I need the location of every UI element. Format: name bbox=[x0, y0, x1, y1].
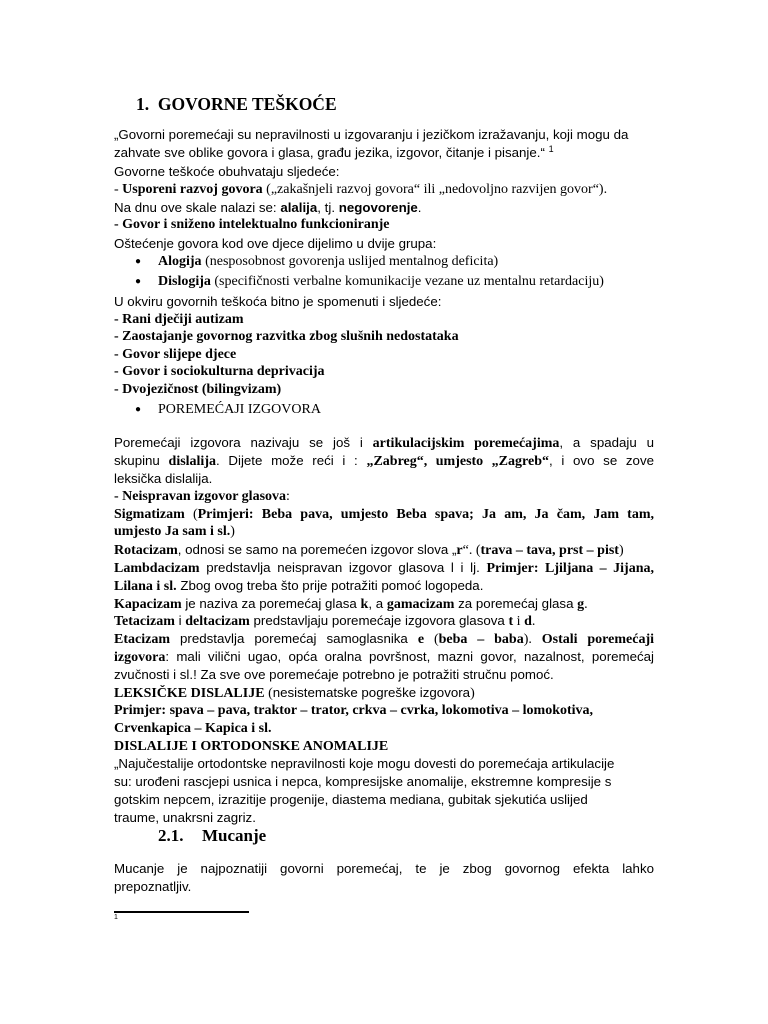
bold-text: Ostali poremećaji bbox=[541, 632, 654, 647]
list-item: - Dvojezičnost (bilingvizam) bbox=[114, 382, 282, 397]
subheading-number: 2.1. bbox=[158, 826, 184, 845]
quote-line-1: „Govorni poremećaji su nepravilnosti u izgovaranju i jezičkom izražavanju, koji mogu da bbox=[114, 127, 629, 142]
mucanje-line-1: Mucanje je najpoznatiji govorni poremećaj, te je zbog govornog efekta lahko bbox=[114, 861, 654, 876]
bold-text: g bbox=[577, 597, 585, 612]
text: ( bbox=[264, 686, 273, 701]
text: predstavlja poremećaj samoglasnika bbox=[169, 631, 418, 646]
primjer-line-1: Primjer: spava – pava, traktor – trator, crkva – cvrka, lokomotiva – lomokotiva, bbox=[114, 703, 594, 718]
sigmatizam-line-1 bbox=[114, 506, 654, 524]
bold-text: artikulacijskim poremećajima bbox=[372, 436, 560, 451]
para-poremecaji-line-3: leksička dislalija. bbox=[114, 471, 213, 486]
bold-text: Primjer: Ljiljana – Jijana, bbox=[486, 561, 654, 576]
split-line: Oštećenje govora kod ove djece dijelimo u dvije grupa: bbox=[114, 236, 437, 251]
item-prefix: - bbox=[114, 182, 123, 197]
text: . bbox=[584, 597, 588, 612]
text: je naziva za poremećaj glasa bbox=[181, 596, 361, 611]
bullet-bold: Dislogija bbox=[158, 274, 211, 289]
bold-text: umjesto Ja sam i sl. bbox=[114, 524, 231, 539]
bold-text: d bbox=[524, 614, 532, 629]
bold-text: beba – baba bbox=[438, 632, 524, 647]
text: predstavlja neispravan izgovor glasova l i lj. bbox=[199, 560, 487, 575]
text: . Dijete može reći i : bbox=[216, 453, 367, 468]
lambdacizam-line-2 bbox=[114, 577, 483, 596]
bold-text: Etacizam bbox=[114, 632, 170, 647]
text: ) bbox=[618, 543, 624, 558]
quote-line-2 bbox=[114, 144, 554, 162]
bold-text: k bbox=[360, 597, 369, 612]
item-rest: („zakašnjeli razvoj govora“ ili „nedovoljno razvijen govor“). bbox=[262, 182, 608, 197]
bold-text: trava – tava, prst – pist bbox=[480, 543, 619, 558]
bold-text: - Neispravan izgovor glasova bbox=[114, 489, 287, 504]
bold-text: gamacizam bbox=[386, 597, 455, 612]
bullet-bold: Alogija bbox=[158, 254, 202, 269]
bold-text: Primjeri: Beba pava, umjesto Beba spava; Ja am, Ja čam, Jam tam, bbox=[197, 507, 654, 522]
list-item: - Zaostajanje govornog razvitka zbog slušnih nedostataka bbox=[114, 329, 459, 344]
negovorenje-bold: negovorenje bbox=[338, 200, 418, 215]
alalija-text-2: , tj. bbox=[317, 200, 339, 215]
bold-text: Tetacizam bbox=[114, 614, 175, 629]
list-item: - Govor slijepe djece bbox=[114, 347, 237, 362]
bullet-dot: ● bbox=[135, 276, 142, 287]
bullet-alogija bbox=[158, 253, 498, 271]
bold-text: Rotacizam bbox=[114, 543, 178, 558]
etacizam-line-3: zvučnosti i sl.! Za sve ove poremećaje potrebno je potražiti stručnu pomoć. bbox=[114, 667, 554, 682]
bullet-dot: ● bbox=[135, 404, 142, 415]
text: ) bbox=[470, 686, 475, 701]
text: predstavljaju poremećaje izgovora glasova bbox=[249, 613, 509, 628]
bold-text: „Zabreg“, umjesto „Zagreb“ bbox=[366, 454, 549, 469]
ortodonske-line: „Najučestalije ortodontske nepravilnosti koje mogu dovesti do poremećaja artikulacije bbox=[114, 756, 615, 771]
text: ( bbox=[184, 507, 198, 522]
neispravan-izgovor bbox=[114, 488, 290, 506]
heading-number: 1. bbox=[136, 94, 150, 114]
alalija-bold: alalija bbox=[280, 200, 318, 215]
bold-text: Lilana i sl. bbox=[114, 579, 177, 594]
text: ). bbox=[523, 632, 542, 647]
text: : bbox=[286, 489, 290, 504]
lambdacizam-line-1 bbox=[114, 559, 654, 578]
bold-text: Lambdacizam bbox=[114, 561, 200, 576]
bullet-dot: ● bbox=[135, 256, 142, 267]
leksicke-dislalije-line bbox=[114, 684, 475, 703]
ortodonske-line: traume, unakrsni zagriz. bbox=[114, 810, 256, 825]
ortodonske-line: gotskim nepcem, izrazitije progenije, diastema mediana, gubitak sjekutića uslijed bbox=[114, 792, 588, 807]
alalija-text-3: . bbox=[417, 200, 422, 215]
heading-title: GOVORNE TEŠKOĆE bbox=[157, 94, 337, 114]
bullet-rest: (nesposobnost govorenja uslijed mentalnog deficita) bbox=[201, 254, 499, 269]
list-item: - Govor i sociokulturna deprivacija bbox=[114, 364, 325, 379]
bold-text: r bbox=[456, 543, 463, 558]
tetacizam-line bbox=[114, 612, 535, 631]
text: za poremećaj glasa bbox=[454, 596, 578, 611]
intro-line: Govorne teškoće obuhvataju sljedeće: bbox=[114, 164, 340, 179]
text: . bbox=[531, 614, 536, 629]
text: : mali vilični ugao, opća oralna površnost, mazni govor, nazalnost, poremećaj bbox=[165, 649, 654, 664]
bold-text: Sigmatizam bbox=[114, 507, 185, 522]
text: ) bbox=[230, 524, 235, 539]
bold-text: dislalija bbox=[168, 454, 216, 469]
etacizam-line-2 bbox=[114, 648, 654, 667]
bold-text: e bbox=[417, 632, 425, 647]
bold-text: t bbox=[508, 614, 514, 629]
subheading-mucanje bbox=[158, 826, 266, 846]
footnote-mark: 1 bbox=[114, 914, 118, 921]
mucanje-line-2: prepoznatljiv. bbox=[114, 879, 192, 894]
text: , a spadaju u bbox=[559, 435, 654, 450]
alalija-line bbox=[114, 199, 421, 217]
subheading-title: Mucanje bbox=[202, 826, 267, 845]
quote-line-2-text: zahvate sve oblike govora i glasa, građu jezika, izgovor, čitanje i pisanje.“ bbox=[114, 145, 549, 160]
item-usporeni-razvoj bbox=[114, 181, 607, 199]
bullet-dislogija bbox=[158, 273, 604, 291]
ortodonske-heading: DISLALIJE I ORTODONSKE ANOMALIJE bbox=[114, 739, 389, 754]
bullet-poremecaji-izgovora: POREMEĆAJI IZGOVORA bbox=[158, 402, 321, 417]
text: , odnosi se samo na poremećen izgovor slova „ bbox=[177, 542, 457, 557]
text: Poremećaji izgovora nazivaju se još i bbox=[114, 435, 373, 450]
footnote-separator bbox=[114, 911, 249, 913]
heading-govorne-teskoce bbox=[136, 94, 337, 114]
bullet-rest: (specifičnosti verbalne komunikacije vezane uz mentalnu retardaciju) bbox=[210, 274, 604, 289]
text: “. ( bbox=[462, 543, 481, 558]
text: i bbox=[174, 613, 186, 628]
bold-text: deltacizam bbox=[185, 614, 250, 629]
bold-text: Kapacizam bbox=[114, 597, 182, 612]
text: , a bbox=[368, 596, 387, 611]
sigmatizam-line-2 bbox=[114, 523, 235, 541]
text: nesistematske pogreške izgovora bbox=[272, 685, 471, 700]
bold-text: izgovora bbox=[114, 650, 166, 665]
footnote-ref: 1 bbox=[548, 144, 554, 154]
list-item: - Rani dječiji autizam bbox=[114, 312, 244, 327]
rotacizam-line bbox=[114, 541, 624, 560]
primjer-line-2: Crvenkapica – Kapica i sl. bbox=[114, 721, 272, 736]
text: Zbog ovog treba što prije potražiti pomoć logopeda. bbox=[176, 578, 484, 593]
ortodonske-line: su: urođeni rascjepi usnica i nepca, kompresijske anomalije, ekstremne kompresije s bbox=[114, 774, 612, 789]
alalija-text-1: Na dnu ove skale nalazi se: bbox=[114, 200, 281, 215]
text: skupinu bbox=[114, 453, 169, 468]
para-poremecaji-line-1 bbox=[114, 434, 654, 453]
text: ( bbox=[424, 632, 439, 647]
item-intelektualno: - Govor i sniženo intelektualno funkcioniranje bbox=[114, 217, 390, 232]
para-poremecaji-line-2 bbox=[114, 452, 654, 471]
item-bold: Usporeni razvoj govora bbox=[122, 182, 263, 197]
bold-text: LEKSIČKE DISLALIJE bbox=[114, 686, 265, 701]
text: i bbox=[513, 614, 525, 629]
etacizam-line-1 bbox=[114, 630, 654, 649]
text: , i ovo se zove bbox=[549, 453, 654, 468]
mention-line: U okviru govornih teškoća bitno je spomenuti i sljedeće: bbox=[114, 294, 442, 309]
